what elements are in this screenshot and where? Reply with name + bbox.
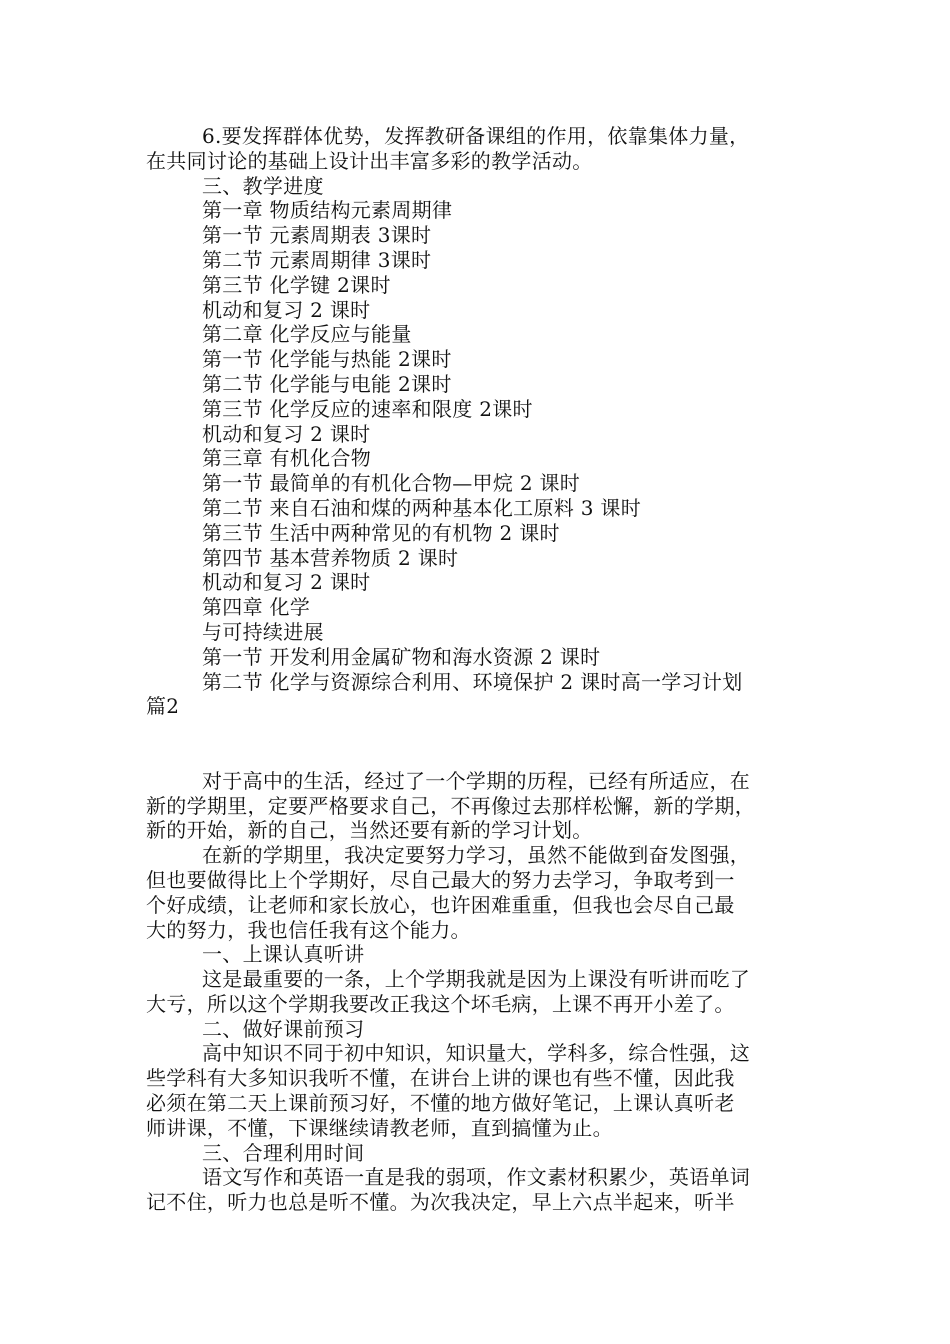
text-line: 新的学期里，定要严格要求自己，不再像过去那样松懈，新的学期， xyxy=(146,793,755,818)
schedule-item: 第二节 化学能与电能 2课时 xyxy=(202,371,452,396)
text-line: 6.要发挥群体优势，发挥教研备课组的作用，依靠集体力量， xyxy=(202,124,750,148)
document-body xyxy=(146,124,811,1215)
schedule-item: 第三节 化学键 2课时 xyxy=(202,272,391,297)
section-heading: 三、教学进度 xyxy=(202,173,324,198)
schedule-item: 第二节 化学与资源综合利用、环境保护 2 课时高一学习计划 xyxy=(202,669,743,694)
chapter-heading: 第三章 有机化合物 xyxy=(202,446,372,471)
text-line: 大亏，所以这个学期我要改正我这个坏毛病，上课不再开小差了。 xyxy=(146,991,735,1016)
chapter-heading-continued: 与可持续进展 xyxy=(202,619,324,644)
schedule-item: 机动和复习 2 课时 xyxy=(202,570,371,595)
text-line: 新的开始，新的自己，当然还要有新的学习计划。 xyxy=(146,818,593,843)
text-line: 高中知识不同于初中知识，知识量大，学科多，综合性强，这 xyxy=(202,1041,751,1066)
text-line: 篇2 xyxy=(146,694,180,719)
paragraph-gap xyxy=(146,719,811,769)
schedule-item: 第四节 基本营养物质 2 课时 xyxy=(202,545,459,570)
text-line: 在共同讨论的基础上设计出丰富多彩的教学活动。 xyxy=(146,148,593,173)
text-line: 但也要做得比上个学期好，尽自己最大的努力去学习，争取考到一 xyxy=(146,867,735,892)
text-line: 些学科有大多知识我听不懂，在讲台上讲的课也有些不懂，因此我 xyxy=(146,1066,735,1091)
schedule-item: 机动和复习 2 课时 xyxy=(202,297,371,322)
text-line: 这是最重要的一条，上个学期我就是因为上课没有听讲而吃了 xyxy=(202,967,751,992)
schedule-item: 第二节 元素周期律 3课时 xyxy=(202,247,432,272)
schedule-item: 第一节 化学能与热能 2课时 xyxy=(202,347,452,372)
schedule-item: 第三节 化学反应的速率和限度 2课时 xyxy=(202,396,533,421)
text-line: 大的努力，我也信任我有这个能力。 xyxy=(146,917,471,942)
text-line: 师讲课，不懂，下课继续请教老师，直到搞懂为止。 xyxy=(146,1115,613,1140)
schedule-item: 机动和复习 2 课时 xyxy=(202,421,371,446)
text-line: 对于高中的生活，经过了一个学期的历程，已经有所适应，在 xyxy=(202,768,751,793)
section-heading: 三、合理利用时间 xyxy=(202,1140,365,1165)
chapter-heading: 第二章 化学反应与能量 xyxy=(202,322,412,347)
text-line: 记不住，听力也总是听不懂。为次我决定，早上六点半起来，听半 xyxy=(146,1190,735,1215)
text-line: 必须在第二天上课前预习好，不懂的地方做好笔记，上课认真听老 xyxy=(146,1091,735,1116)
schedule-item: 第二节 来自石油和煤的两种基本化工原料 3 课时 xyxy=(202,495,641,520)
section-heading: 一、上课认真听讲 xyxy=(202,942,365,967)
schedule-item: 第一节 元素周期表 3课时 xyxy=(202,223,432,248)
text-line: 在新的学期里，我决定要努力学习，虽然不能做到奋发图强， xyxy=(202,843,751,868)
schedule-item: 第三节 生活中两种常见的有机物 2 课时 xyxy=(202,520,560,545)
chapter-heading: 第一章 物质结构元素周期律 xyxy=(202,198,453,223)
text-line: 个好成绩，让老师和家长放心，也许困难重重，但我也会尽自己最 xyxy=(146,892,735,917)
chapter-heading: 第四章 化学 xyxy=(202,595,311,620)
section-heading: 二、做好课前预习 xyxy=(202,1016,365,1041)
schedule-item: 第一节 最简单的有机化合物—甲烷 2 课时 xyxy=(202,471,581,496)
schedule-item: 第一节 开发利用金属矿物和海水资源 2 课时 xyxy=(202,644,601,669)
text-line: 语文写作和英语一直是我的弱项，作文素材积累少，英语单词 xyxy=(202,1165,751,1190)
